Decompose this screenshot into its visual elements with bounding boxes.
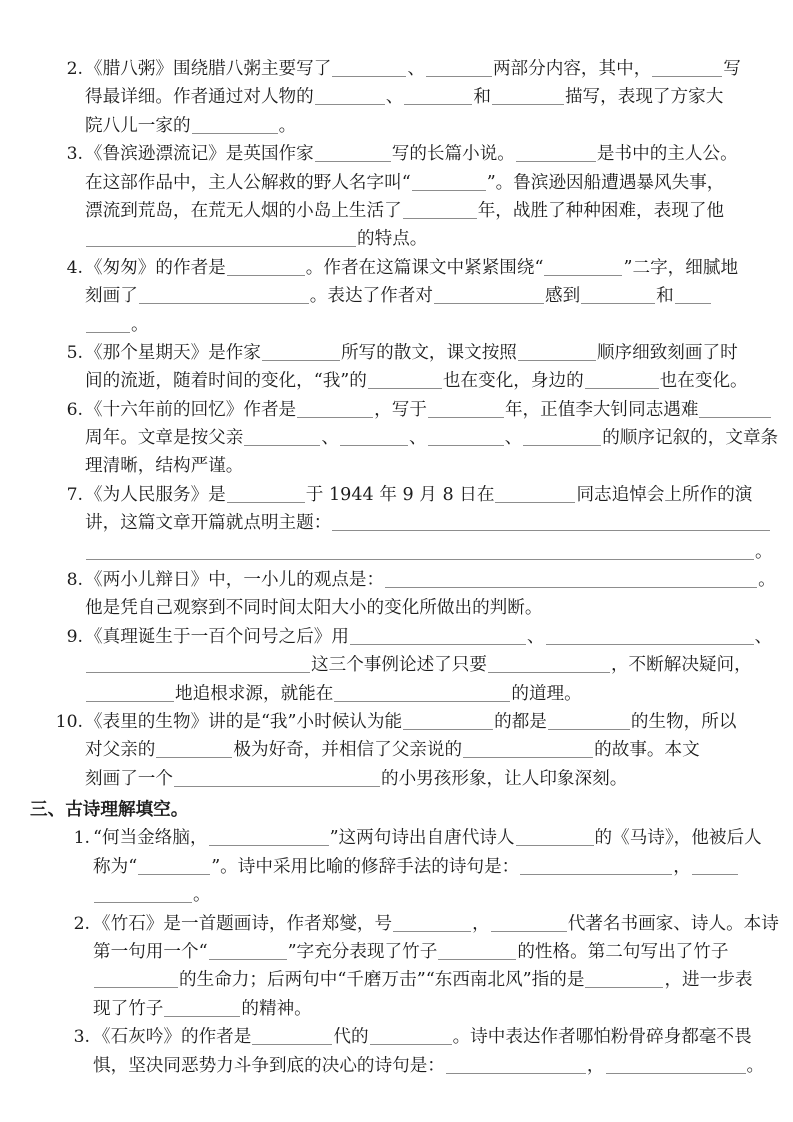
text-run: 周年。文章是按父亲: [85, 428, 244, 449]
text-run: 的精神。: [241, 998, 312, 1019]
answer-blank[interactable]: [332, 511, 770, 531]
text-line: [85, 282, 793, 310]
answer-blank[interactable]: [434, 284, 544, 304]
answer-blank[interactable]: [332, 57, 406, 77]
question-number: 3.: [73, 1027, 90, 1048]
text-run: 《腊八粥》围绕腊八粥主要写了: [85, 59, 332, 79]
text-line: [85, 112, 793, 140]
text-run: ，进一步表: [664, 970, 753, 991]
text-line: [85, 367, 793, 395]
text-run: 的特点。: [357, 229, 428, 250]
question-item: [0, 396, 793, 481]
text-run: 现了竹子: [93, 998, 164, 1019]
text-run: 理清晰，结构严谨。: [85, 456, 244, 477]
answer-blank[interactable]: [138, 855, 210, 875]
text-run: 的《马诗》，他被后人: [594, 828, 762, 849]
answer-blank[interactable]: [428, 426, 504, 446]
text-run: 描写，表现了方家大: [564, 87, 724, 108]
answer-blank[interactable]: [403, 199, 477, 219]
text-line: [85, 225, 793, 253]
text-line: [85, 509, 793, 537]
text-run: 年，战胜了种种困难，表现了他: [477, 200, 725, 221]
text-run: 《匆匆》的作者是: [85, 257, 226, 278]
answer-blank[interactable]: [86, 540, 754, 560]
text-run: ”二字，细腻地: [623, 257, 739, 278]
answer-blank[interactable]: [393, 912, 471, 932]
question-body: [85, 481, 793, 566]
answer-blank[interactable]: [94, 883, 192, 903]
text-line: [85, 140, 793, 168]
text-run: 《真理诞生于一百个问号之后》用: [85, 626, 349, 647]
text-run: ，: [472, 913, 490, 934]
text-run: 。: [131, 314, 149, 335]
text-run: 。诗中表达作者哪怕粉骨碎身都毫不畏: [452, 1027, 752, 1048]
text-run: 这三个事例论述了只要: [311, 655, 487, 676]
answer-blank[interactable]: [492, 85, 564, 105]
text-run: 他是凭自己观察到不同时间太阳大小的变化所做出的判断。: [85, 598, 543, 619]
text-run: 、: [754, 626, 773, 647]
text-run: 《为人民服务》是: [85, 484, 226, 505]
text-run: ，写于: [374, 399, 427, 420]
answer-blank[interactable]: [209, 826, 329, 846]
answer-blank[interactable]: [548, 710, 630, 730]
text-run: 。: [755, 541, 773, 562]
text-line: [85, 55, 793, 83]
text-run: 是书中的主人公。: [596, 144, 738, 165]
section-fill-in-blanks-two: [0, 55, 793, 793]
text-line: [85, 736, 793, 764]
text-run: 、: [526, 626, 545, 647]
text-run: ，: [586, 1055, 605, 1076]
text-run: 写: [723, 59, 741, 79]
question-body: [93, 824, 793, 909]
question-item: [0, 481, 793, 566]
answer-blank[interactable]: [446, 1054, 586, 1074]
question-body: [85, 339, 793, 396]
text-line: [93, 824, 793, 852]
question-body: [85, 623, 793, 708]
text-run: 《十六年前的回忆》作者是: [85, 399, 297, 420]
text-line: [85, 623, 793, 651]
answer-blank[interactable]: [516, 826, 594, 846]
question-item: [0, 623, 793, 708]
text-line: [85, 452, 793, 480]
text-line: [85, 83, 793, 111]
text-run: 的故事。本文: [594, 740, 700, 761]
answer-blank[interactable]: [488, 653, 610, 673]
text-run: 的性格。第二句写出了竹子: [517, 941, 729, 962]
answer-blank[interactable]: [86, 313, 130, 333]
answer-blank[interactable]: [491, 912, 567, 932]
text-run: 、: [504, 428, 523, 449]
text-line: [93, 1023, 793, 1051]
text-run: ”这两句诗出自唐代诗人: [329, 828, 515, 849]
answer-blank[interactable]: [86, 227, 356, 247]
text-line: [85, 311, 793, 339]
text-run: ，不断解决疑问，: [610, 655, 752, 676]
answer-blank[interactable]: [585, 369, 659, 389]
answer-blank[interactable]: [518, 341, 596, 361]
question-body: [85, 55, 793, 140]
text-run: 。: [758, 570, 776, 591]
answer-blank[interactable]: [581, 284, 655, 304]
answer-blank[interactable]: [544, 256, 622, 276]
text-run: 《竹石》是一首题画诗，作者郑燮，号: [93, 913, 393, 934]
answer-blank[interactable]: [699, 398, 771, 418]
text-run: 在这部作品中，主人公解救的野人名字叫“: [85, 172, 411, 193]
answer-blank[interactable]: [86, 682, 174, 702]
question-body: [93, 910, 793, 1024]
text-line: [85, 169, 793, 197]
answer-blank[interactable]: [438, 940, 516, 960]
answer-blank[interactable]: [426, 57, 492, 77]
question-body: [85, 566, 793, 623]
question-item: [0, 566, 793, 623]
text-run: 极为好奇，并相信了父亲说的: [233, 740, 463, 761]
text-line: [85, 566, 793, 594]
text-run: 、: [321, 428, 339, 449]
text-run: 刻画了: [85, 286, 138, 307]
answer-blank[interactable]: [404, 85, 472, 105]
text-run: 于 1944 年 9 月 8 日在: [305, 484, 495, 505]
text-line: [85, 680, 793, 708]
text-run: 对父亲的: [85, 740, 156, 761]
question-body: [85, 396, 793, 481]
answer-blank[interactable]: [86, 653, 310, 673]
text-line: [93, 853, 793, 881]
text-run: ”字充分表现了竹子: [287, 941, 438, 962]
answer-blank[interactable]: [606, 1054, 746, 1074]
question-number: 5.: [66, 342, 83, 363]
text-run: 。: [746, 1055, 765, 1076]
question-item: [0, 910, 793, 1024]
text-line: [93, 881, 793, 909]
question-number: 2.: [73, 913, 90, 934]
text-run: 惧，坚决同恶势力斗争到底的决心的诗句是：: [93, 1055, 445, 1076]
answer-blank[interactable]: [227, 483, 305, 503]
text-run: 《鲁滨逊漂流记》是英国作家: [85, 144, 314, 165]
text-run: 《石灰吟》的作者是: [93, 1027, 252, 1048]
answer-blank[interactable]: [495, 483, 575, 503]
answer-blank[interactable]: [340, 426, 408, 446]
text-run: 代的: [333, 1027, 369, 1048]
answer-blank[interactable]: [156, 738, 232, 758]
text-line: [93, 910, 793, 938]
question-number: 8.: [66, 570, 83, 591]
answer-blank[interactable]: [297, 398, 373, 418]
answer-blank[interactable]: [334, 682, 510, 702]
question-number: 6.: [66, 399, 83, 420]
text-run: 、: [385, 87, 404, 108]
text-run: 的生物，所以: [630, 711, 737, 732]
text-run: 、: [408, 428, 427, 449]
answer-blank[interactable]: [315, 85, 385, 105]
answer-blank[interactable]: [252, 1025, 332, 1045]
question-item: [0, 1023, 793, 1080]
text-run: 。: [278, 115, 297, 136]
question-item: [0, 254, 793, 339]
answer-blank[interactable]: [192, 114, 278, 134]
answer-blank[interactable]: [94, 968, 178, 988]
text-run: 所写的散文，课文按照: [340, 342, 517, 363]
answer-blank[interactable]: [675, 284, 711, 304]
text-line: [93, 1052, 793, 1080]
answer-blank[interactable]: [209, 940, 287, 960]
text-run: ”。诗中采用比喻的修辞手法的诗句是：: [211, 856, 520, 877]
text-line: [93, 966, 793, 994]
question-body: [85, 254, 793, 339]
text-run: “何当金络脑，: [93, 828, 208, 849]
question-item: [0, 824, 793, 909]
text-line: [85, 708, 793, 736]
text-run: 《那个星期天》是作家: [85, 342, 261, 363]
answer-blank[interactable]: [652, 57, 722, 77]
question-item: [0, 55, 793, 140]
answer-blank[interactable]: [262, 341, 340, 361]
text-line: [93, 938, 793, 966]
text-line: [85, 481, 793, 509]
question-body: [85, 708, 793, 793]
answer-blank[interactable]: [368, 369, 442, 389]
answer-blank[interactable]: [520, 855, 672, 875]
text-line: [85, 594, 793, 622]
text-run: 。作者在这篇课文中紧紧围绕“: [305, 257, 544, 278]
text-line: [85, 197, 793, 225]
question-number: 2.: [66, 59, 83, 79]
question-body: [85, 140, 793, 254]
text-line: [85, 765, 793, 793]
answer-blank[interactable]: [164, 997, 240, 1017]
text-run: 的小男孩形象，让人印象深刻。: [380, 768, 628, 789]
text-line: [85, 339, 793, 367]
text-run: 感到: [544, 286, 581, 307]
text-run: 代著名书画家、诗人。本诗: [567, 913, 779, 934]
text-line: [85, 424, 793, 452]
question-body: [93, 1023, 793, 1080]
answer-blank[interactable]: [350, 625, 526, 645]
answer-blank[interactable]: [227, 256, 305, 276]
text-line: [85, 254, 793, 282]
answer-blank[interactable]: [370, 1025, 452, 1045]
text-run: 间的流逝，随着时间的变化，“我”的: [85, 371, 367, 392]
answer-blank[interactable]: [244, 426, 320, 446]
text-run: 的顺序记叙的，文章条: [602, 428, 779, 449]
question-number: 4.: [66, 257, 83, 278]
answer-blank[interactable]: [385, 568, 757, 588]
answer-blank[interactable]: [174, 767, 380, 787]
answer-blank[interactable]: [585, 968, 663, 988]
answer-blank[interactable]: [692, 855, 738, 875]
question-number: 10.: [55, 711, 83, 732]
text-run: 、: [407, 59, 425, 79]
question-number: 3.: [66, 144, 83, 165]
text-run: 刻画了一个: [85, 768, 173, 789]
text-run: 漂流到荒岛，在荒无人烟的小岛上生活了: [85, 200, 402, 221]
answer-blank[interactable]: [139, 284, 309, 304]
text-run: 称为“: [93, 856, 138, 877]
text-run: 也在变化，身边的: [442, 371, 584, 392]
text-line: [85, 396, 793, 424]
text-run: ，: [673, 856, 691, 877]
text-run: 。表达了作者对: [309, 286, 433, 307]
text-run: 《两小儿辩日》中，一小儿的观点是：: [85, 570, 385, 591]
answer-blank[interactable]: [315, 142, 391, 162]
text-run: 写的长篇小说。: [391, 144, 515, 165]
answer-blank[interactable]: [428, 398, 504, 418]
question-item: [0, 339, 793, 396]
question-number: 9.: [66, 626, 83, 647]
text-run: 同志追悼会上所作的演: [576, 484, 753, 505]
text-run: 顺序细致刻画了时: [596, 342, 738, 363]
answer-blank[interactable]: [516, 142, 596, 162]
answer-blank[interactable]: [463, 738, 593, 758]
text-run: 也在变化。: [659, 371, 748, 392]
section-poem-comprehension: [0, 796, 793, 1080]
question-number: 1.: [73, 828, 90, 849]
text-run: 讲，这篇文章开篇就点明主题：: [85, 513, 332, 534]
text-run: 的道理。: [511, 683, 582, 704]
text-run: 院八儿一家的: [85, 115, 191, 136]
text-run: 。: [193, 885, 211, 906]
text-run: 的生命力；后两句中“千磨万击”“东西南北风”指的是: [179, 970, 585, 991]
text-run: 《表里的生物》讲的是“我”小时候认为能: [85, 711, 403, 732]
section-heading: 三、古诗理解填空。: [30, 799, 189, 820]
text-run: 地追根求源，就能在: [175, 683, 334, 704]
answer-blank[interactable]: [523, 426, 601, 446]
text-run: 年，正值李大钊同志遇难: [504, 399, 699, 420]
text-run: 两部分内容，其中，: [492, 59, 652, 79]
text-line: [85, 651, 793, 679]
text-run: 和: [473, 87, 491, 108]
answer-blank[interactable]: [412, 171, 486, 191]
text-run: 第一句用一个“: [93, 941, 208, 962]
text-run: ”。鲁滨逊因船遭遇暴风失事，: [486, 172, 725, 193]
text-run: 得最详细。作者通过对人物的: [85, 87, 314, 108]
question-item: [0, 708, 793, 793]
answer-blank[interactable]: [546, 625, 754, 645]
question-number: 7.: [66, 484, 83, 505]
text-line: [85, 538, 793, 566]
question-item: [0, 140, 793, 254]
answer-blank[interactable]: [403, 710, 493, 730]
text-run: 和: [656, 286, 674, 307]
text-line: [93, 995, 793, 1023]
text-run: 的都是: [494, 711, 547, 732]
